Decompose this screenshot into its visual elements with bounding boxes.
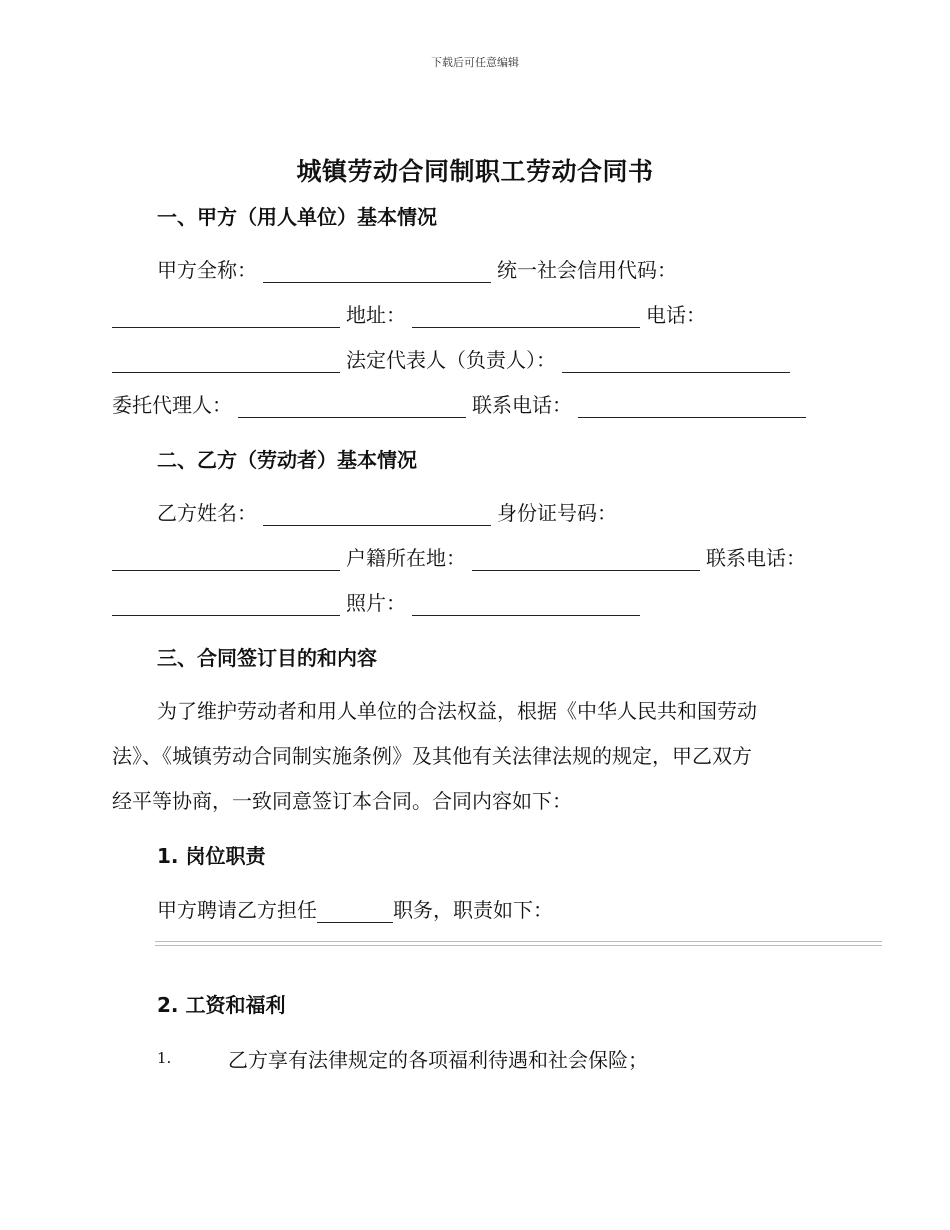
phone-label: 电话： — [646, 303, 706, 327]
legal-rep-blank[interactable] — [562, 350, 790, 373]
phone-blank[interactable] — [112, 350, 340, 373]
residence-label: 户籍所在地： — [346, 546, 466, 570]
party-b-name-blank[interactable] — [263, 503, 491, 526]
horizontal-rule — [155, 941, 882, 946]
party-a-name-blank[interactable] — [263, 260, 491, 283]
id-number-blank[interactable] — [112, 548, 340, 571]
party-b-phone-blank[interactable] — [112, 593, 340, 616]
section1-line4 — [112, 389, 812, 418]
contact-phone-label: 联系电话： — [472, 393, 572, 417]
section2-heading: 二、乙方（劳动者）基本情况 — [157, 448, 417, 472]
section2-line3 — [112, 587, 646, 616]
section2-line1 — [157, 497, 617, 526]
item1-text — [157, 894, 553, 923]
credit-code-label: 统一社会信用代码： — [497, 258, 677, 282]
agent-blank[interactable] — [238, 395, 466, 418]
section2-line2 — [112, 542, 806, 571]
section1-line3 — [112, 344, 796, 373]
party-a-name-label: 甲方全称： — [157, 258, 257, 282]
item1-heading: 1. 岗位职责 — [157, 844, 266, 868]
party-b-name-label: 乙方姓名： — [157, 501, 257, 525]
item1-text-before: 甲方聘请乙方担任 — [157, 898, 317, 922]
section1-heading: 一、甲方（用人单位）基本情况 — [157, 205, 437, 229]
section3-para-line2: 法》、《城镇劳动合同制实施条例》及其他有关法律法规的规定，甲乙双方 — [112, 744, 752, 768]
position-blank[interactable] — [317, 900, 393, 923]
section3-para-line3: 经平等协商，一致同意签订本合同。合同内容如下： — [112, 789, 572, 813]
legal-rep-label: 法定代表人（负责人）： — [346, 348, 556, 372]
section1-line1 — [157, 254, 677, 283]
item2-heading: 2. 工资和福利 — [157, 993, 286, 1017]
agent-label: 委托代理人： — [112, 393, 232, 417]
list-item-text: 乙方享有法律规定的各项福利待遇和社会保险； — [228, 1048, 648, 1072]
item1-text-after: 职务，职责如下： — [393, 898, 553, 922]
section3-para-line1: 为了维护劳动者和用人单位的合法权益，根据《中华人民共和国劳动 — [157, 699, 757, 723]
list-number: 1. — [157, 1049, 172, 1067]
residence-blank[interactable] — [472, 548, 700, 571]
contact-phone-blank[interactable] — [578, 395, 806, 418]
party-b-phone-label: 联系电话： — [706, 546, 806, 570]
id-number-label: 身份证号码： — [497, 501, 617, 525]
page-header: 下载后可任意编辑 — [431, 56, 519, 69]
section1-line2 — [112, 299, 706, 328]
section3-heading: 三、合同签订目的和内容 — [157, 646, 377, 670]
address-blank[interactable] — [412, 305, 640, 328]
photo-blank[interactable] — [412, 593, 640, 616]
address-label: 地址： — [346, 303, 406, 327]
photo-label: 照片： — [346, 591, 406, 615]
credit-code-blank[interactable] — [112, 305, 340, 328]
document-title: 城镇劳动合同制职工劳动合同书 — [296, 157, 654, 186]
